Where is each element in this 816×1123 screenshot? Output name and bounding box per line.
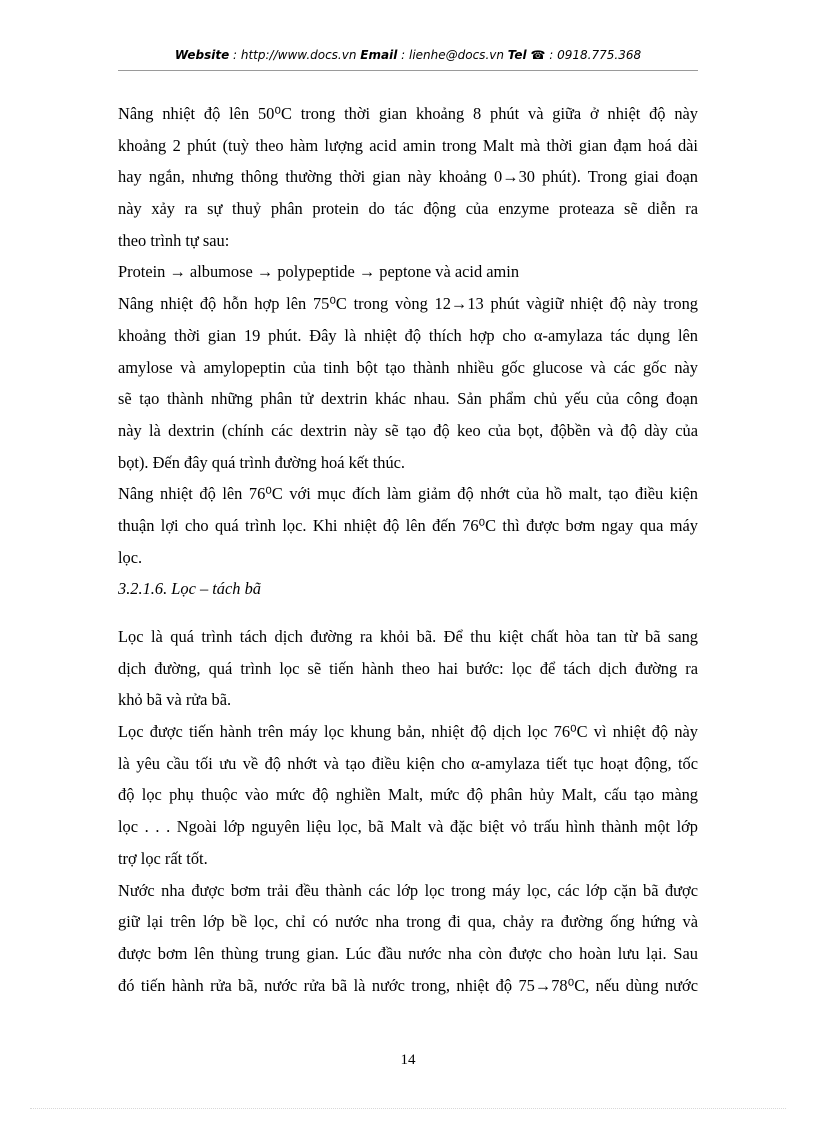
text-line: Nước nha được bơm trải đều thành các lớp lọc trong máy lọc, các lớp cặn bã được [118,880,698,900]
text-line: lọc. [118,547,143,567]
paragraph-filtration-intro [118,621,698,716]
text-line: lọc . . . Ngoài lớp nguyên liệu lọc, bã Malt và đặc biệt vỏ trấu hình thành một lớp [118,817,698,837]
tel-label: Tel [507,48,527,62]
section-heading: 3.2.1.6. Lọc – tách bã [118,579,261,599]
text-line: là yêu cầu tối ưu về độ nhớt và tạo điều kiện cho α-amylaza tiết tục hoạt động, tốc [118,753,698,773]
page-number: 14 [400,1052,416,1068]
text-line: này là dextrin (chính các dextrin này sẽ tạo độ keo của bọt, độbền và độ dày của [118,420,698,440]
text-line: Nâng nhiệt độ lên 50⁰C trong thời gian khoảng 8 phút và giữa ở nhiệt độ này [118,104,698,123]
text-line: Lọc là quá trình tách dịch đường ra khỏi bã. Để thu kiệt chất hòa tan từ bã sang [118,627,698,646]
phone-icon: ☎ [530,48,546,62]
text-line: trợ lọc rất tốt. [118,848,208,868]
header-divider [118,70,698,71]
text-line: bọt). Đến đây quá trình đường hoá kết thúc. [118,452,406,472]
page-bottom-border [30,1108,786,1109]
website-url: : http://www.docs.vn [229,48,361,62]
text-line: giữ lại trên lớp bề lọc, chỉ có nước nha trong đi qua, chảy ra đường ống hứng và [118,912,698,932]
paragraph-saccharification [118,288,698,478]
text-line: Nâng nhiệt độ lên 76⁰C với mục đích làm giảm độ nhớt của hồ malt, tạo điều kiện [118,484,698,504]
text-line: theo trình tự sau: [118,230,230,250]
text-line: sẽ tạo thành những phân tử dextrin khác nhau. Sản phẩm chủ yếu của công đoạn [118,389,698,409]
text-line: dịch đường, quá trình lọc sẽ tiến hành theo hai bước: lọc để tách dịch đường ra [118,658,698,678]
paragraph-wort-pumping [118,875,698,1002]
text-line: Nâng nhiệt độ hỗn hợp lên 75⁰C trong vòng 12→13 phút vàgiữ nhiệt độ này trong [118,294,698,314]
text-line: đó tiến hành rửa bã, nước rửa bã là nước trong, nhiệt độ 75→78⁰C, nếu dùng nước [118,975,698,995]
text-line: này xảy ra sự thuỷ phân protein do tác động của enzyme proteaza sẽ diễn ra [118,199,698,219]
website-label: Website [174,48,230,62]
document-body [118,98,698,1001]
page-header [118,48,698,62]
email-address: : lienhe@docs.vn [397,48,508,62]
text-line: Protein → albumose → polypeptide → peptone và acid amin [118,262,520,282]
text-line: khoảng 2 phút (tuỳ theo hàm lượng acid amin trong Malt mà thời gian đạm hoá dài [118,135,698,155]
text-line: thuận lợi cho quá trình lọc. Khi nhiệt độ lên đến 76⁰C thì được bơm ngay qua máy [118,515,698,535]
paragraph-filter-press [118,716,698,874]
tel-number: : 0918.775.368 [545,48,642,62]
email-label: Email [360,48,398,62]
text-line: Lọc được tiến hành trên máy lọc khung bản, nhiệt độ dịch lọc 76⁰C vì nhiệt độ này [118,722,698,742]
text-line: hay ngắn, nhưng thông thường thời gian này khoảng 0→30 phút). Trong giai đoạn [118,167,698,187]
text-line: độ lọc phụ thuộc vào mức độ nghiền Malt, mức độ phân hủy Malt, cấu tạo màng [118,785,698,805]
section-spacer [118,605,698,621]
text-line: amylose và amylopeptin của tinh bột tạo thành nhiều gốc glucose và các gốc này [118,357,698,377]
text-line: khỏ bã và rửa bã. [118,690,232,710]
paragraph-mash-out [118,478,698,573]
paragraph-mash-protein-rest [118,98,698,256]
text-line: khoảng thời gian 19 phút. Đây là nhiệt độ thích hợp cho α-amylaza tác dụng lên [118,325,698,345]
text-line: được bơm lên thùng trung gian. Lúc đầu nước nha còn được cho hoàn lưu lại. Sau [118,943,698,963]
paragraph-protein-sequence [118,256,698,288]
